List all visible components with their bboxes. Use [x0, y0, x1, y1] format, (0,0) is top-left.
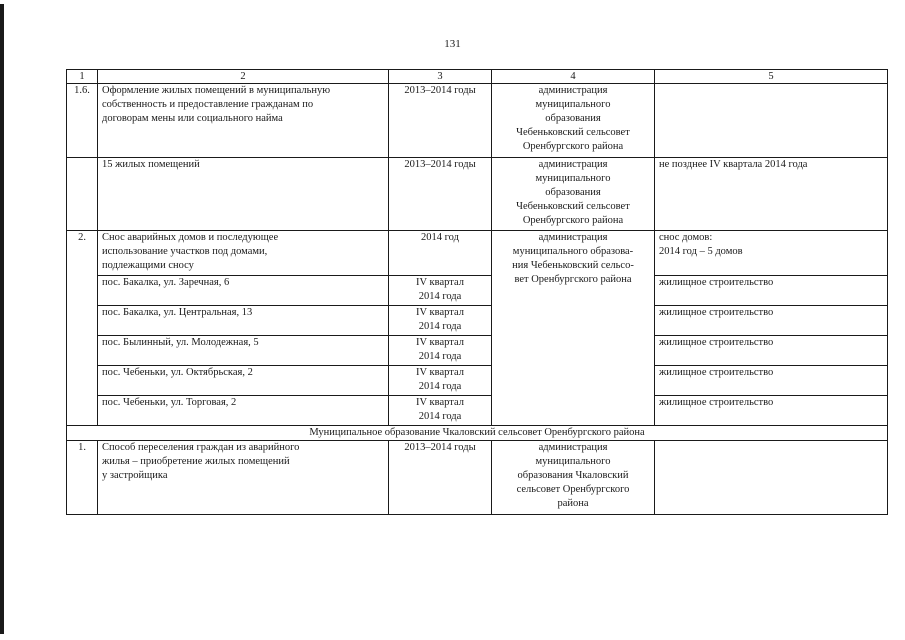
table-row — [67, 441, 888, 515]
text-line: 2014 год – 5 домов — [659, 246, 743, 257]
row-period — [389, 306, 492, 336]
row-description — [98, 231, 389, 276]
row-number: 1. — [67, 441, 98, 515]
row-result — [655, 441, 888, 515]
table-row — [67, 84, 888, 158]
text-line: IV квартал — [416, 277, 464, 288]
row-description: пос. Бакалка, ул. Центральная, 13 — [98, 306, 389, 336]
row-period: 2013–2014 годы — [389, 84, 492, 158]
page-number: 131 — [444, 38, 461, 50]
text-line: образования — [545, 113, 601, 124]
column-number: 2 — [98, 70, 389, 84]
table-row — [67, 306, 888, 336]
row-executor — [492, 441, 655, 515]
row-result — [655, 231, 888, 276]
text-line: вет Оренбургского района — [514, 274, 632, 285]
section-title: Муниципальное образование Чкаловский сельсовет Оренбургского района — [67, 426, 888, 441]
text-line: 2014 года — [418, 411, 462, 422]
text-line: IV квартал — [416, 307, 464, 318]
text-line: муниципального — [535, 456, 611, 467]
text-line: использование участков под домами, — [102, 246, 268, 257]
text-line: подлежащими сносу — [102, 260, 194, 271]
text-line: образования Чкаловский — [517, 470, 629, 481]
row-description: 15 жилых помещений — [98, 158, 389, 231]
text-line: администрация — [538, 85, 608, 96]
text-line: IV квартал — [416, 367, 464, 378]
text-line: администрация — [538, 159, 608, 170]
text-line: муниципального — [535, 173, 611, 184]
text-line: IV квартал — [416, 337, 464, 348]
text-line: района — [557, 498, 589, 509]
text-line: Чебеньковский сельсовет — [516, 127, 630, 138]
table-row — [67, 336, 888, 366]
row-description: пос. Чебеньки, ул. Торговая, 2 — [98, 396, 389, 426]
text-line: администрация — [538, 232, 608, 243]
column-number: 5 — [655, 70, 888, 84]
text-line: жилья – приобретение жилых помещений — [102, 456, 290, 467]
row-number: 2. — [67, 231, 98, 426]
text-line: Чебеньковский сельсовет — [516, 201, 630, 212]
scan-edge-bar — [0, 4, 4, 634]
row-period — [389, 366, 492, 396]
text-line: сельсовет Оренбургского — [516, 484, 630, 495]
text-line: договорам мены или социального найма — [102, 113, 283, 124]
text-line: администрация — [538, 442, 608, 453]
row-period: 2014 год — [389, 231, 492, 276]
text-line: 2014 года — [418, 351, 462, 362]
row-result: жилищное строительство — [655, 276, 888, 306]
row-result: жилищное строительство — [655, 396, 888, 426]
row-description: пос. Чебеньки, ул. Октябрьская, 2 — [98, 366, 389, 396]
row-result: жилищное строительство — [655, 366, 888, 396]
row-description — [98, 84, 389, 158]
text-line: IV квартал — [416, 397, 464, 408]
row-executor — [492, 84, 655, 158]
text-line: снос домов: — [659, 232, 713, 243]
row-period — [389, 396, 492, 426]
table-row — [67, 276, 888, 306]
row-number — [67, 158, 98, 231]
section-header-row — [67, 426, 888, 441]
text-line: 2014 года — [418, 321, 462, 332]
text-line: Способ переселения граждан из аварийного — [102, 442, 300, 453]
text-line: муниципального образова- — [512, 246, 634, 257]
row-period: 2013–2014 годы — [389, 441, 492, 515]
text-line: 2014 года — [418, 381, 462, 392]
text-line: 2014 года — [418, 291, 462, 302]
text-line: ния Чебеньковский сельсо- — [512, 260, 634, 271]
row-number: 1.6. — [67, 84, 98, 158]
column-number: 1 — [67, 70, 98, 84]
program-table — [66, 69, 888, 515]
text-line: собственность и предоставление гражданам по — [102, 99, 314, 110]
row-description: пос. Бакалка, ул. Заречная, 6 — [98, 276, 389, 306]
row-period — [389, 276, 492, 306]
row-result — [655, 84, 888, 158]
table-row — [67, 231, 888, 276]
text-line: Оренбургского района — [522, 215, 624, 226]
table-row — [67, 366, 888, 396]
row-period: 2013–2014 годы — [389, 158, 492, 231]
table-row — [67, 396, 888, 426]
table-row — [67, 158, 888, 231]
row-period — [389, 336, 492, 366]
column-number: 3 — [389, 70, 492, 84]
row-description: пос. Былинный, ул. Молодежная, 5 — [98, 336, 389, 366]
text-line: у застройщика — [102, 470, 168, 481]
column-number-row — [67, 70, 888, 84]
row-result: жилищное строительство — [655, 306, 888, 336]
text-line: Снос аварийных домов и последующее — [102, 232, 279, 243]
text-line: образования — [545, 187, 601, 198]
row-executor — [492, 231, 655, 426]
row-result: жилищное строительство — [655, 336, 888, 366]
row-result: не позднее IV квартала 2014 года — [655, 158, 888, 231]
text-line: муниципального — [535, 99, 611, 110]
text-line: Оренбургского района — [522, 141, 624, 152]
text-line: Оформление жилых помещений в муниципальную — [102, 85, 331, 96]
row-description — [98, 441, 389, 515]
column-number: 4 — [492, 70, 655, 84]
row-executor — [492, 158, 655, 231]
